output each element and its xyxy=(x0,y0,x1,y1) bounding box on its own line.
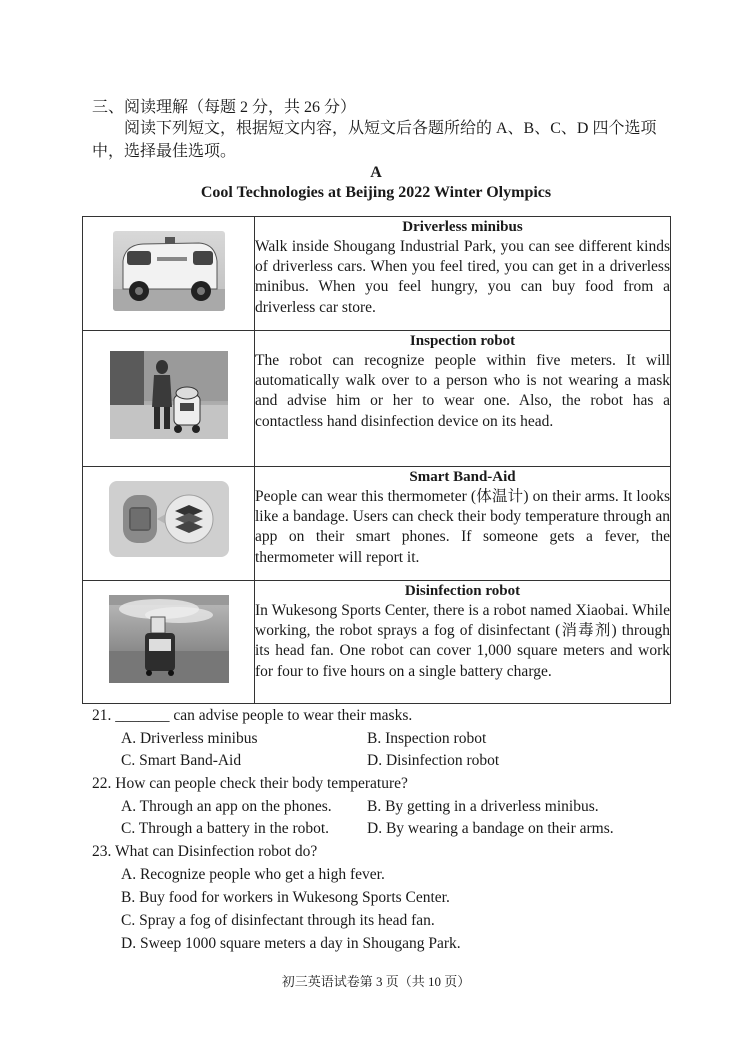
question-23-option-d[interactable]: D. Sweep 1000 square meters a day in Shougang Park. xyxy=(121,935,461,952)
item-title: Smart Band-Aid xyxy=(409,469,516,485)
table-row xyxy=(83,331,671,467)
image-cell xyxy=(83,467,255,581)
question-22-option-c[interactable]: C. Through a battery in the robot. xyxy=(121,820,330,837)
image-cell xyxy=(83,217,255,331)
passage-title: Cool Technologies at Beijing 2022 Winter Olympics xyxy=(200,184,552,201)
item-text: People can wear this thermometer (体温计) on their arms. It looks like a bandage. Users can check their body temperature through an app on their smart phones. If someone gets a fever, the thermometer will report it. xyxy=(255,488,670,566)
question-21-option-b[interactable]: B. Inspection robot xyxy=(367,730,487,747)
question-23-option-a[interactable]: A. Recognize people who get a high fever. xyxy=(121,866,385,883)
question-22-option-a[interactable]: A. Through an app on the phones. xyxy=(121,798,332,815)
item-text: In Wukesong Sports Center, there is a robot named Xiaobai. While working, the robot sprays a fog of disinfectant (消毒剂) through its head fan. One robot can cover 1,000 square meters and work for four to five hours on a single battery charge. xyxy=(255,602,670,680)
technology-table xyxy=(82,216,671,704)
question-23-stem: 23. What can Disinfection robot do? xyxy=(92,843,318,860)
item-title: Disinfection robot xyxy=(404,583,521,599)
image-cell xyxy=(83,581,255,704)
section-heading: 三、阅读理解（每题 2 分，共 26 分） xyxy=(92,99,357,116)
table-row xyxy=(83,581,671,704)
question-23-option-b[interactable]: B. Buy food for workers in Wukesong Sports Center. xyxy=(121,889,450,906)
question-21-stem: 21. _______ can advise people to wear their masks. xyxy=(92,707,413,724)
question-22-option-b[interactable]: B. By getting in a driverless minibus. xyxy=(367,798,599,815)
smart-band-aid-photo xyxy=(109,481,229,557)
text-cell xyxy=(255,217,671,331)
text-cell xyxy=(255,331,671,467)
table-row xyxy=(83,467,671,581)
image-cell xyxy=(83,331,255,467)
disinfection-robot-photo xyxy=(109,595,229,683)
question-21-option-d[interactable]: D. Disinfection robot xyxy=(367,752,500,769)
text-cell xyxy=(255,467,671,581)
item-title: Driverless minibus xyxy=(402,219,523,235)
question-23-option-c[interactable]: C. Spray a fog of disinfectant through its head fan. xyxy=(121,912,435,929)
item-text: Walk inside Shougang Industrial Park, you can see different kinds of driverless cars. When you feel tired, you can get in a driverless minibus. When you feel hungry, you can buy food from a driverless car store. xyxy=(255,238,670,316)
text-cell xyxy=(255,581,671,704)
passage-label: A xyxy=(370,164,382,181)
inspection-robot-photo xyxy=(110,351,228,439)
item-title: Inspection robot xyxy=(409,333,516,349)
question-22-stem: 22. How can people check their body temperature? xyxy=(92,775,408,792)
question-22-option-d[interactable]: D. By wearing a bandage on their arms. xyxy=(367,820,614,837)
question-21-option-c[interactable]: C. Smart Band-Aid xyxy=(121,752,242,769)
table-row xyxy=(83,217,671,331)
section-instruction: 阅读下列短文，根据短文内容，从短文后各题所给的 A、B、C、D 四个选项中，选择最佳选项。 xyxy=(92,120,657,160)
driverless-minibus-photo xyxy=(113,231,225,311)
page-footer: 初三英语试卷第 3 页（共 10 页） xyxy=(281,974,471,989)
item-text: The robot can recognize people within five meters. It will automatically walk over to a person who is not wearing a mask and advise him or her to wear one. Also, the robot has a contactless hand disinfection device on its head. xyxy=(255,352,670,430)
question-21-option-a[interactable]: A. Driverless minibus xyxy=(121,730,258,747)
